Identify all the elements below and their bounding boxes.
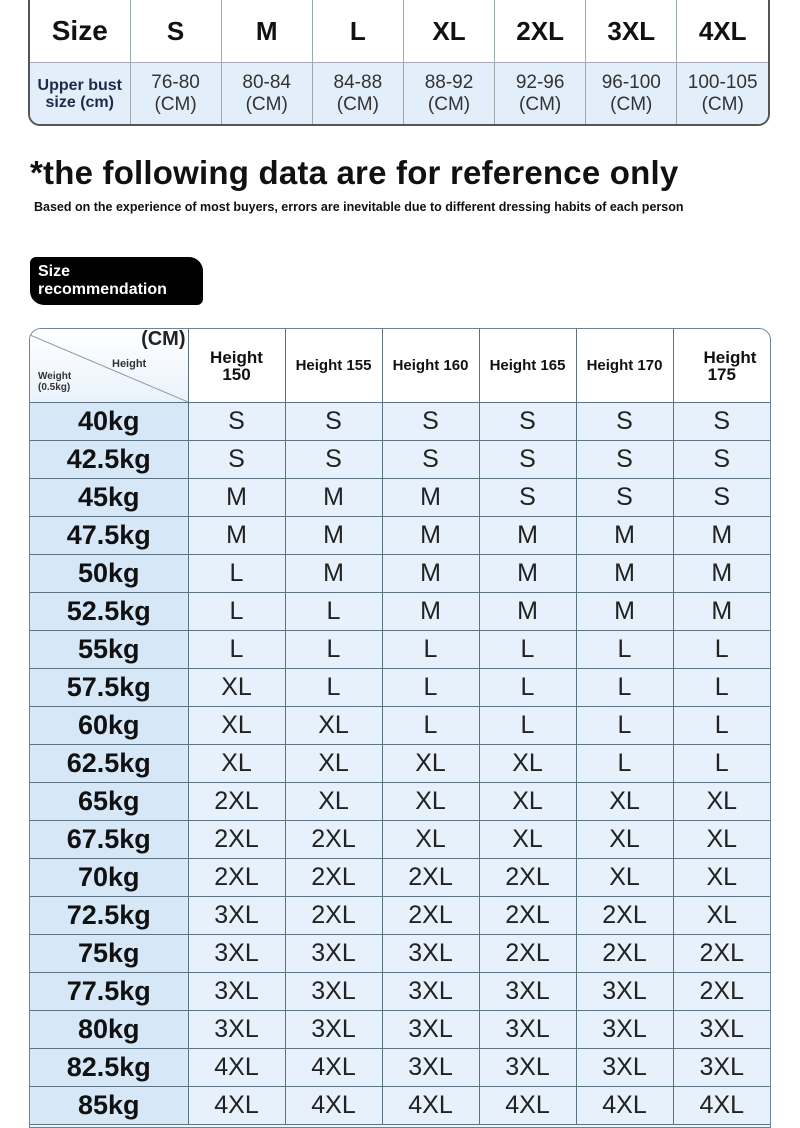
height-header: Height 175: [673, 329, 770, 403]
size-recommendation-cell: 2XL: [382, 859, 479, 897]
size-recommendation-cell: XL: [382, 783, 479, 821]
weight-cell: 60kg: [30, 707, 188, 745]
size-recommendation-cell: L: [188, 631, 285, 669]
size-cell: 4XL: [677, 0, 768, 63]
table-row: [30, 631, 770, 669]
size-recommendation-cell: M: [382, 593, 479, 631]
table-row: [30, 555, 770, 593]
bust-range: 96-100: [601, 71, 661, 93]
size-recommendation-cell: S: [382, 441, 479, 479]
size-recommendation-cell: 3XL: [479, 973, 576, 1011]
size-recommendation-cell: 2XL: [479, 859, 576, 897]
bust-range: 88-92: [424, 71, 474, 93]
bust-cell: [403, 63, 494, 125]
size-header-row: [30, 0, 768, 63]
size-header-label: Size: [30, 0, 130, 63]
size-recommendation-cell: XL: [479, 783, 576, 821]
size-recommendation-cell: 2XL: [188, 783, 285, 821]
weight-cell: 75kg: [30, 935, 188, 973]
size-recommendation-cell: M: [479, 593, 576, 631]
weight-unit-text: (0.5kg): [38, 382, 71, 393]
size-recommendation-cell: L: [382, 669, 479, 707]
size-chart-table: [28, 0, 770, 126]
size-recommendation-cell: S: [188, 403, 285, 441]
size-recommendation-cell: L: [673, 707, 770, 745]
height-header: Height 165: [479, 329, 576, 403]
size-recommendation-cell: 2XL: [479, 897, 576, 935]
size-recommendation-cell: XL: [188, 669, 285, 707]
bust-unit: (CM): [701, 93, 744, 115]
size-recommendation-cell: 3XL: [576, 1011, 673, 1049]
size-recommendation-cell: 2XL: [285, 859, 382, 897]
size-recommendation-cell: M: [285, 517, 382, 555]
size-recommendation-cell: S: [188, 441, 285, 479]
weight-cell: 80kg: [30, 1011, 188, 1049]
size-recommendation-cell: 2XL: [382, 897, 479, 935]
bust-range: 84-88: [333, 71, 383, 93]
size-recommendation-cell: XL: [673, 783, 770, 821]
size-recommendation-cell: 2XL: [673, 973, 770, 1011]
size-recommendation-cell: 4XL: [285, 1049, 382, 1087]
size-recommendation-cell: 3XL: [188, 1011, 285, 1049]
size-recommendation-cell: M: [382, 555, 479, 593]
table-row: [30, 935, 770, 973]
corner-unit: (CM): [141, 328, 186, 350]
size-recommendation-cell: 4XL: [285, 1087, 382, 1125]
bust-range: 92-96: [515, 71, 565, 93]
size-recommendation-cell: S: [576, 403, 673, 441]
size-recommendation-cell: M: [673, 593, 770, 631]
table-row: [30, 973, 770, 1011]
size-recommendation-cell: 3XL: [479, 1011, 576, 1049]
size-recommendation-cell: 4XL: [673, 1087, 770, 1125]
size-recommendation-cell: M: [382, 517, 479, 555]
size-recommendation-cell: S: [479, 441, 576, 479]
corner-cell: [30, 329, 188, 403]
table-row: [30, 403, 770, 441]
size-recommendation-cell: XL: [382, 821, 479, 859]
size-recommendation-cell: S: [576, 441, 673, 479]
height-header: Height 160: [382, 329, 479, 403]
table-row: [30, 517, 770, 555]
bust-unit: (CM): [519, 93, 562, 115]
corner-height-label: Height: [112, 358, 147, 370]
size-recommendation-cell: 4XL: [188, 1087, 285, 1125]
size-recommendation-cell: S: [285, 441, 382, 479]
size-recommendation-cell: 3XL: [188, 897, 285, 935]
size-recommendation-cell: XL: [285, 783, 382, 821]
weight-cell: 72.5kg: [30, 897, 188, 935]
table-row: [30, 897, 770, 935]
size-recommendation-cell: 3XL: [479, 1049, 576, 1087]
weight-cell: 47.5kg: [30, 517, 188, 555]
weight-cell: 57.5kg: [30, 669, 188, 707]
size-recommendation-cell: XL: [479, 745, 576, 783]
size-cell: S: [130, 0, 221, 63]
bust-cell: [312, 63, 403, 125]
size-recommendation-cell: XL: [285, 707, 382, 745]
size-recommendation-cell: S: [479, 403, 576, 441]
size-recommendation-cell: M: [576, 593, 673, 631]
bust-cell: [130, 63, 221, 125]
table-row: [30, 1011, 770, 1049]
size-recommendation-cell: M: [576, 555, 673, 593]
size-recommendation-cell: XL: [285, 745, 382, 783]
size-cell: M: [221, 0, 312, 63]
bust-cell: [495, 63, 586, 125]
size-recommendation-cell: L: [285, 593, 382, 631]
size-recommendation-cell: S: [673, 441, 770, 479]
size-recommendation-cell: 2XL: [479, 935, 576, 973]
size-recommendation-cell: S: [673, 403, 770, 441]
height-header: Height 155: [285, 329, 382, 403]
size-recommendation-cell: M: [188, 479, 285, 517]
size-recommendation-cell: 3XL: [382, 935, 479, 973]
weight-cell: 55kg: [30, 631, 188, 669]
size-recommendation-cell: 2XL: [285, 897, 382, 935]
size-recommendation-cell: L: [382, 631, 479, 669]
size-recommendation-cell: S: [673, 479, 770, 517]
weight-cell: 70kg: [30, 859, 188, 897]
table-row: [30, 1049, 770, 1087]
size-recommendation-cell: 3XL: [285, 935, 382, 973]
size-recommendation-table: [29, 328, 771, 1128]
weight-cell: 50kg: [30, 555, 188, 593]
size-recommendation-cell: S: [285, 403, 382, 441]
bust-range: 100-105: [687, 71, 758, 93]
bust-cell: [586, 63, 677, 125]
size-recommendation-cell: 2XL: [285, 821, 382, 859]
table-row: [30, 669, 770, 707]
size-recommendation-cell: 3XL: [285, 1011, 382, 1049]
weight-cell: 45kg: [30, 479, 188, 517]
size-recommendation-cell: 4XL: [382, 1087, 479, 1125]
size-recommendation-cell: L: [673, 745, 770, 783]
size-recommendation-cell: 3XL: [188, 973, 285, 1011]
size-recommendation-cell: 2XL: [188, 821, 285, 859]
size-recommendation-cell: M: [479, 555, 576, 593]
corner-weight-label: [38, 371, 71, 393]
size-recommendation-cell: 3XL: [673, 1011, 770, 1049]
size-recommendation-cell: L: [576, 707, 673, 745]
height-header: Height 150: [188, 329, 285, 403]
size-recommendation-cell: L: [479, 631, 576, 669]
size-recommendation-cell: XL: [673, 897, 770, 935]
size-recommendation-cell: 2XL: [188, 859, 285, 897]
size-recommendation-cell: 4XL: [576, 1087, 673, 1125]
height-header-row: [30, 329, 770, 403]
size-cell: 2XL: [495, 0, 586, 63]
size-recommendation-badge: [30, 257, 203, 305]
size-recommendation-cell: S: [576, 479, 673, 517]
table-row: [30, 441, 770, 479]
reference-subtitle: Based on the experience of most buyers, errors are inevitable due to different dressing habits of each person: [34, 200, 684, 214]
size-recommendation-cell: L: [479, 669, 576, 707]
bust-unit: (CM): [245, 93, 288, 115]
size-recommendation-cell: 3XL: [576, 973, 673, 1011]
bust-label: Upper bust size (cm): [30, 63, 130, 125]
size-recommendation-cell: 2XL: [576, 935, 673, 973]
table-row: [30, 745, 770, 783]
size-recommendation-cell: 2XL: [576, 897, 673, 935]
size-cell: 3XL: [586, 0, 677, 63]
weight-cell: 65kg: [30, 783, 188, 821]
size-recommendation-cell: M: [285, 555, 382, 593]
size-recommendation-cell: L: [673, 631, 770, 669]
size-recommendation-cell: L: [285, 631, 382, 669]
size-recommendation-cell: 4XL: [188, 1049, 285, 1087]
height-header: Height 170: [576, 329, 673, 403]
size-recommendation-cell: M: [285, 479, 382, 517]
size-recommendation-cell: XL: [382, 745, 479, 783]
size-recommendation-cell: 3XL: [188, 935, 285, 973]
size-recommendation-cell: XL: [576, 821, 673, 859]
size-cell: L: [312, 0, 403, 63]
size-recommendation-cell: 3XL: [382, 973, 479, 1011]
weight-cell: 77.5kg: [30, 973, 188, 1011]
weight-cell: 82.5kg: [30, 1049, 188, 1087]
size-recommendation-cell: M: [479, 517, 576, 555]
bust-unit: (CM): [427, 93, 471, 115]
bust-row: [30, 63, 768, 125]
size-recommendation-cell: L: [188, 593, 285, 631]
size-recommendation-cell: M: [673, 517, 770, 555]
size-recommendation-cell: XL: [576, 859, 673, 897]
weight-cell: 42.5kg: [30, 441, 188, 479]
table-row: [30, 821, 770, 859]
size-cell: XL: [403, 0, 494, 63]
size-recommendation-cell: XL: [576, 783, 673, 821]
size-recommendation-cell: 3XL: [285, 973, 382, 1011]
badge-line-1: Size: [38, 263, 71, 280]
size-recommendation-cell: XL: [673, 859, 770, 897]
size-recommendation-cell: 3XL: [576, 1049, 673, 1087]
table-row: [30, 479, 770, 517]
table-row: [30, 859, 770, 897]
size-recommendation-cell: 2XL: [673, 935, 770, 973]
table-row: [30, 593, 770, 631]
size-recommendation-cell: L: [576, 631, 673, 669]
size-recommendation-cell: S: [479, 479, 576, 517]
size-recommendation-cell: L: [576, 745, 673, 783]
size-recommendation-cell: XL: [188, 707, 285, 745]
size-recommendation-cell: XL: [673, 821, 770, 859]
size-recommendation-cell: M: [576, 517, 673, 555]
size-recommendation-cell: L: [479, 707, 576, 745]
size-recommendation-cell: M: [673, 555, 770, 593]
size-recommendation-cell: L: [188, 555, 285, 593]
bust-unit: (CM): [154, 93, 197, 115]
weight-cell: 62.5kg: [30, 745, 188, 783]
table-row: [30, 783, 770, 821]
badge-line-2: recommendation: [38, 281, 167, 298]
weight-cell: 85kg: [30, 1087, 188, 1125]
table-row: [30, 707, 770, 745]
bust-range: 80-84: [242, 71, 292, 93]
size-recommendation-cell: 3XL: [382, 1049, 479, 1087]
bust-unit: (CM): [610, 93, 653, 115]
size-recommendation-cell: XL: [479, 821, 576, 859]
bust-range: 76-80: [151, 71, 200, 93]
size-recommendation-cell: L: [673, 669, 770, 707]
size-recommendation-cell: 3XL: [673, 1049, 770, 1087]
size-recommendation-cell: L: [382, 707, 479, 745]
size-recommendation-cell: 3XL: [382, 1011, 479, 1049]
size-recommendation-cell: M: [382, 479, 479, 517]
bust-cell: [221, 63, 312, 125]
size-recommendation-cell: S: [382, 403, 479, 441]
size-recommendation-cell: L: [285, 669, 382, 707]
weight-cell: 67.5kg: [30, 821, 188, 859]
weight-label-text: Weight: [38, 371, 72, 382]
reference-title: *the following data are for reference only: [30, 154, 679, 191]
table-row: [30, 1087, 770, 1125]
size-recommendation-cell: 4XL: [479, 1087, 576, 1125]
weight-cell: 40kg: [30, 403, 188, 441]
bust-unit: (CM): [336, 93, 379, 115]
size-recommendation-cell: M: [188, 517, 285, 555]
weight-cell: 52.5kg: [30, 593, 188, 631]
size-recommendation-cell: XL: [188, 745, 285, 783]
bust-cell: [677, 63, 768, 125]
size-recommendation-cell: L: [576, 669, 673, 707]
